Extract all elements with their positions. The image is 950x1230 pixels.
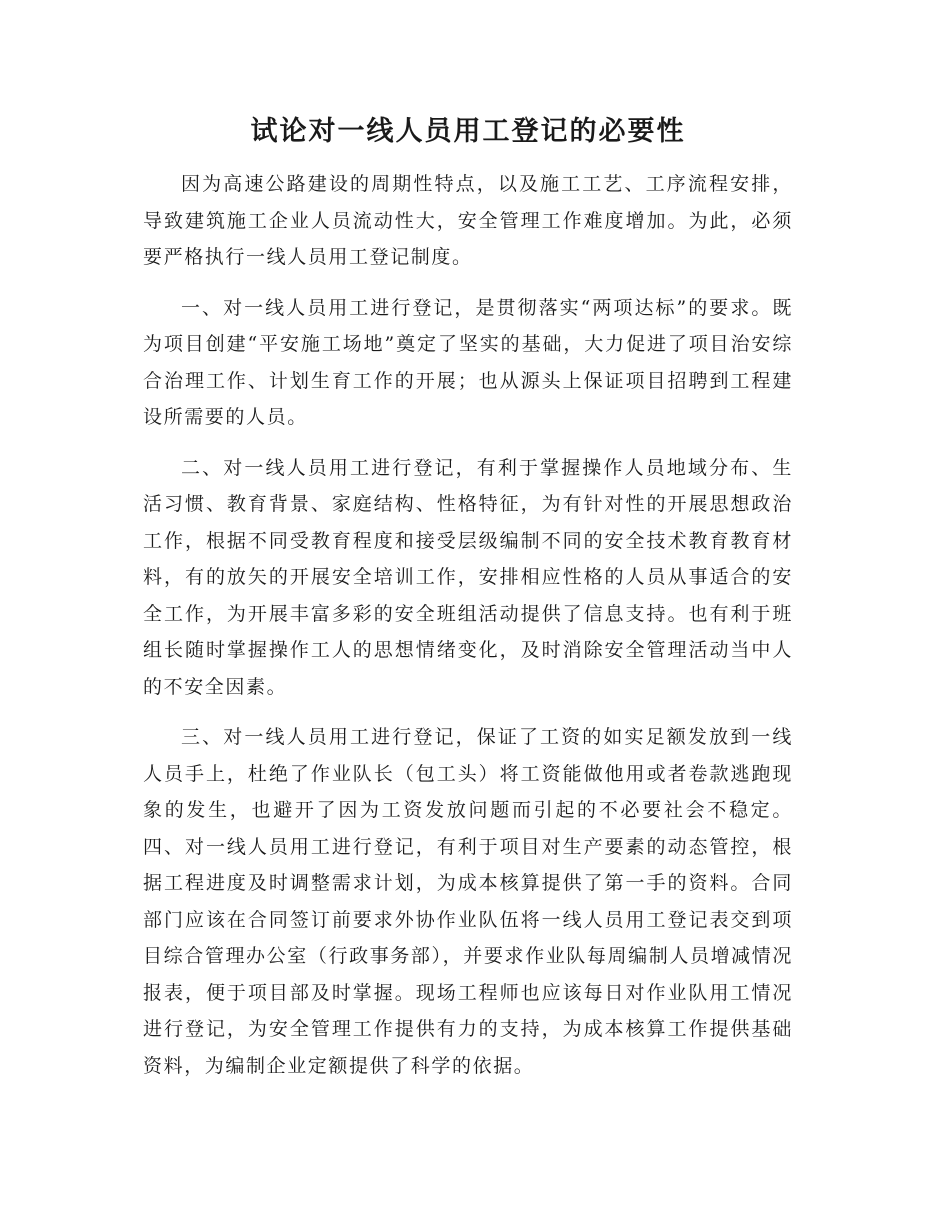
paragraph-section-2: 二、对一线人员用工进行登记，有利于掌握操作人员地域分布、生活习惯、教育背景、家庭结构、性格特征，为有针对性的开展思想政治工作，根据不同受教育程度和接受层级编制不同的安全技术教育教育材料，有的放矢的开展安全培训工作，安排相应性格的人员从事适合的安全工作，为开展丰富多彩的安全班组活动提供了信息支持。也有利于班组长随时掌握操作工人的思想情绪变化，及时消除安全管理活动当中人的不安全因素。 (143, 456, 793, 698)
paragraph-intro: 因为高速公路建设的周期性特点，以及施工工艺、工序流程安排，导致建筑施工企业人员流动性大，安全管理工作难度增加。为此，必须要严格执行一线人员用工登记制度。 (143, 173, 793, 268)
paragraph-section-3: 三、对一线人员用工进行登记，保证了工资的如实足额发放到一线人员手上，杜绝了作业队长（包工头）将工资能做他用或者卷款逃跑现象的发生，也避开了因为工资发放问题而引起的不必要社会不稳定。四、对一线人员用工进行登记，有利于项目对生产要素的动态管控，根据工程进度及时调整需求计划，为成本核算提供了第一手的资料。合同部门应该在合同签订前要求外协作业队伍将一线人员用工登记表交到项目综合管理办公室（行政事务部），并要求作业队每周编制人员增减情况报表，便于项目部及时掌握。现场工程师也应该每日对作业队用工情况进行登记，为安全管理工作提供有力的支持，为成本核算工作提供基础资料，为编制企业定额提供了科学的依据。 (143, 726, 793, 1077)
document-title: 试论对一线人员用工登记的必要性 (250, 116, 686, 147)
document-page (143, 110, 793, 1084)
paragraph-section-1: 一、对一线人员用工进行登记，是贯彻落实“两项达标”的要求。既为项目创建“平安施工场地”奠定了坚实的基础，大力促进了项目治安综合治理工作、计划生育工作的开展；也从源头上保证项目招聘到工程建设所需要的人员。 (143, 296, 793, 428)
